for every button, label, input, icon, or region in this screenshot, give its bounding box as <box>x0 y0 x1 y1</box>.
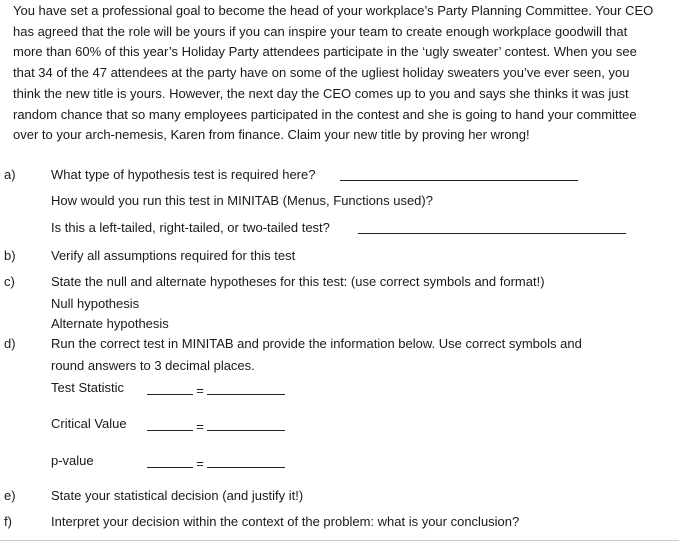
question-a-tail-text: Is this a left-tailed, right-tailed, or two-tailed test? <box>51 220 330 235</box>
answer-line-tail[interactable] <box>358 233 626 234</box>
question-a-text: What type of hypothesis test is required here? <box>51 167 316 182</box>
question-b-label: b) <box>4 248 16 263</box>
test-statistic-answer <box>147 380 285 398</box>
p-value-answer <box>147 453 285 471</box>
test-statistic-value-blank[interactable] <box>207 380 285 395</box>
critical-value-label: Critical Value <box>51 416 127 431</box>
alternate-hypothesis-label: Alternate hypothesis <box>51 316 169 331</box>
test-statistic-label: Test Statistic <box>51 380 124 395</box>
question-e-label: e) <box>4 488 16 503</box>
critical-value-value-blank[interactable] <box>207 416 285 431</box>
p-value-label: p-value <box>51 453 94 468</box>
test-statistic-symbol-blank[interactable] <box>147 380 193 395</box>
p-value-symbol-blank[interactable] <box>147 453 193 468</box>
question-c-text: State the null and alternate hypotheses for this test: (use correct symbols and format!) <box>51 274 545 289</box>
question-b-text: Verify all assumptions required for this test <box>51 248 296 263</box>
question-a-label: a) <box>4 167 16 182</box>
equals-sign: = <box>196 419 204 434</box>
question-d-label: d) <box>4 336 16 351</box>
critical-value-answer <box>147 416 285 434</box>
equals-sign: = <box>196 383 204 398</box>
equals-sign: = <box>196 456 204 471</box>
question-d-text: Run the correct test in MINITAB and provide the information below. Use correct symbols and <box>51 336 582 351</box>
page-divider <box>0 540 679 541</box>
question-d-rounding-text: round answers to 3 decimal places. <box>51 358 255 373</box>
answer-line-test-type[interactable] <box>340 180 578 181</box>
null-hypothesis-label: Null hypothesis <box>51 296 140 311</box>
critical-value-symbol-blank[interactable] <box>147 416 193 431</box>
problem-intro: You have set a professional goal to become the head of your workplace’s Party Planning Committee. Your CEO has agreed that the role will be yours if you can inspire your team to create enough workplace goodwill that more than 60% of this year’s Holiday Party attendees participate in the ‘ugly sweater’ contest. When you see that 34 of the 47 attendees at the party have on some of the ugliest holiday sweaters you’ve ever seen, you think the new title is yours. However, the next day the CEO comes up to you and says she thinks it was just random chance that so many employees participated in the contest and she is going to hand your committee over to your arch-nemesis, Karen from finance. Claim your new title by proving her wrong! <box>13 3 654 143</box>
p-value-value-blank[interactable] <box>207 453 285 468</box>
question-f-text: Interpret your decision within the context of the problem: what is your conclusion? <box>51 514 520 529</box>
question-a-minitab-text: How would you run this test in MINITAB (Menus, Functions used)? <box>51 193 433 208</box>
question-e-text: State your statistical decision (and justify it!) <box>51 488 304 503</box>
question-f-label: f) <box>4 514 12 529</box>
question-c-label: c) <box>4 274 15 289</box>
